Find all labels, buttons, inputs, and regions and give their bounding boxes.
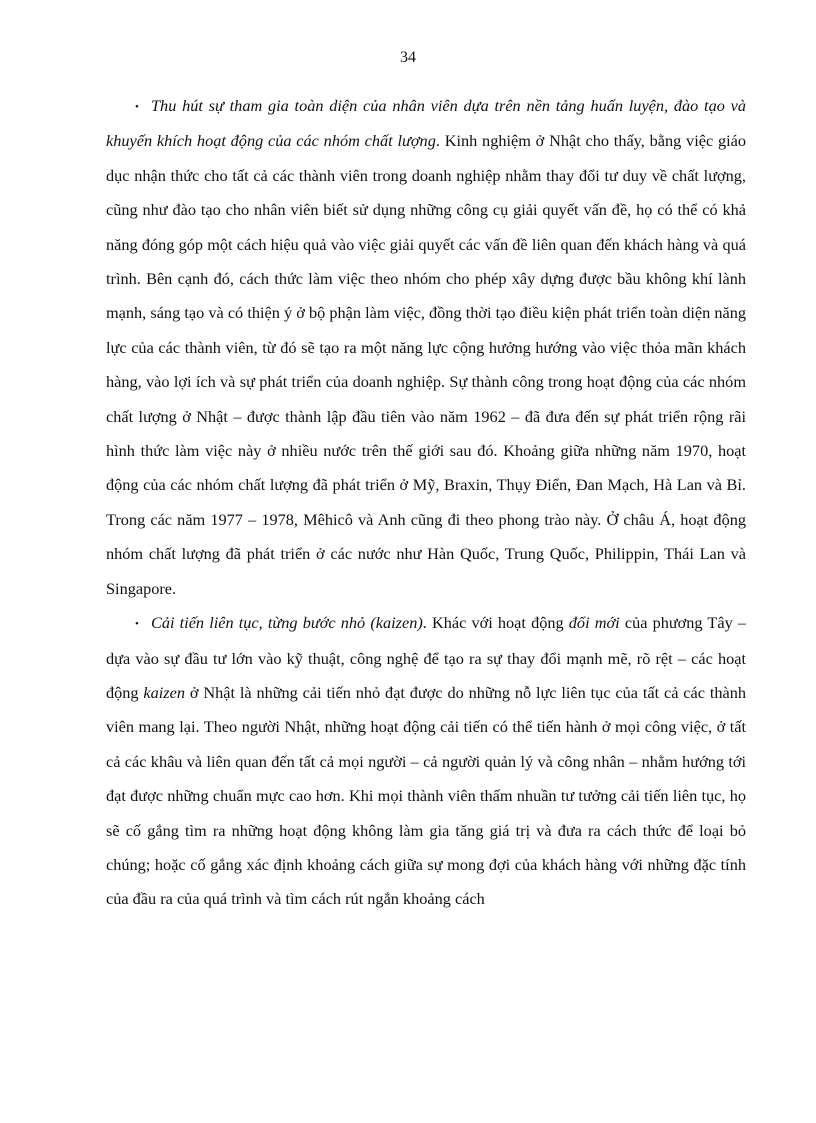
italic-term: đổi mới	[568, 613, 620, 633]
paragraph-lead-italic: Cải tiến liên tục, từng bước nhỏ (kaizen)	[151, 613, 423, 633]
paragraph-lead-italic: Thu hút sự tham gia toàn diện của nhân viên dựa trên nền tảng huấn luyện, đào tạo và khuyến khích hoạt động của các nhóm chất lượng	[106, 96, 746, 151]
page-body	[106, 89, 746, 917]
italic-term: kaizen	[143, 682, 186, 702]
paragraph-text: . Khác với hoạt động	[422, 613, 569, 633]
paragraph-text: . Kinh nghiệm ở Nhật cho thấy, bằng việc giáo dục nhận thức cho tất cả các thành viên trong doanh nghiệp nhằm thay đổi tư duy về chất lượng, cũng như đào tạo cho nhân viên biết sử dụng những công cụ giải quyết vấn đề, họ có thể có khả năng đóng góp một cách hiệu quả vào việc giải quyết các vấn đề liên quan đến khách hàng và quá trình. Bên cạnh đó, cách thức làm việc theo nhóm cho phép xây dựng được bầu không khí lành mạnh, sáng tạo và có thiện ý ở bộ phận làm việc, đồng thời tạo điều kiện phát triển toàn diện năng lực của các thành viên, từ đó sẽ tạo ra một năng lực cộng hưởng hướng vào việc thỏa mãn khách hàng, vào lợi ích và sự phát triển của doanh nghiệp. Sự thành công trong hoạt động của các nhóm chất lượng ở Nhật – được thành lập đầu tiên vào năm 1962 – đã đưa đến sự phát triển rộng rãi hình thức làm việc này ở nhiều nước trên thế giới sau đó. Khoảng giữa những năm 1970, hoạt động của các nhóm chất lượng đã phát triển ở Mỹ, Braxin, Thụy Điển, Đan Mạch, Hà Lan và Bỉ. Trong các năm 1977 – 1978, Mêhicô và Anh cũng đi theo phong trào này. Ở châu Á, hoạt động nhóm chất lượng đã phát triển ở các nước như Hàn Quốc, Trung Quốc, Philippin, Thái Lan và Singapore.	[106, 131, 746, 598]
paragraph-text: ở Nhật là những cải tiến nhỏ đạt được do những nỗ lực liên tục của tất cả các thành viên mang lại. Theo người Nhật, những hoạt động cải tiến có thể tiến hành ở mọi công việc, ở tất cả các khâu và liên quan đến tất cả mọi người – cả người quản lý và công nhân – nhằm hướng tới đạt được những chuẩn mực cao hơn. Khi mọi thành viên thấm nhuần tư tưởng cải tiến liên tục, họ sẽ cố gắng tìm ra những hoạt động không làm gia tăng giá trị và đưa ra cách thức để loại bỏ chúng; hoặc cố gắng xác định khoảng cách giữa sự mong đợi của khách hàng với những đặc tính của đầu ra của quá trình và tìm cách rút ngắn khoảng cách	[106, 682, 746, 909]
bullet-icon: •	[135, 101, 139, 113]
paragraph-kaizen	[106, 606, 746, 917]
paragraph-text: của phương Tây – dựa vào sự đầu tư lớn vào kỹ thuật, công nghệ để tạo ra sự thay đổi mạnh mẽ, rõ rệt – các hoạt động	[106, 613, 747, 702]
paragraph-employee-participation	[106, 89, 746, 606]
bullet-icon: •	[135, 618, 139, 631]
page-number: 34	[400, 49, 416, 66]
